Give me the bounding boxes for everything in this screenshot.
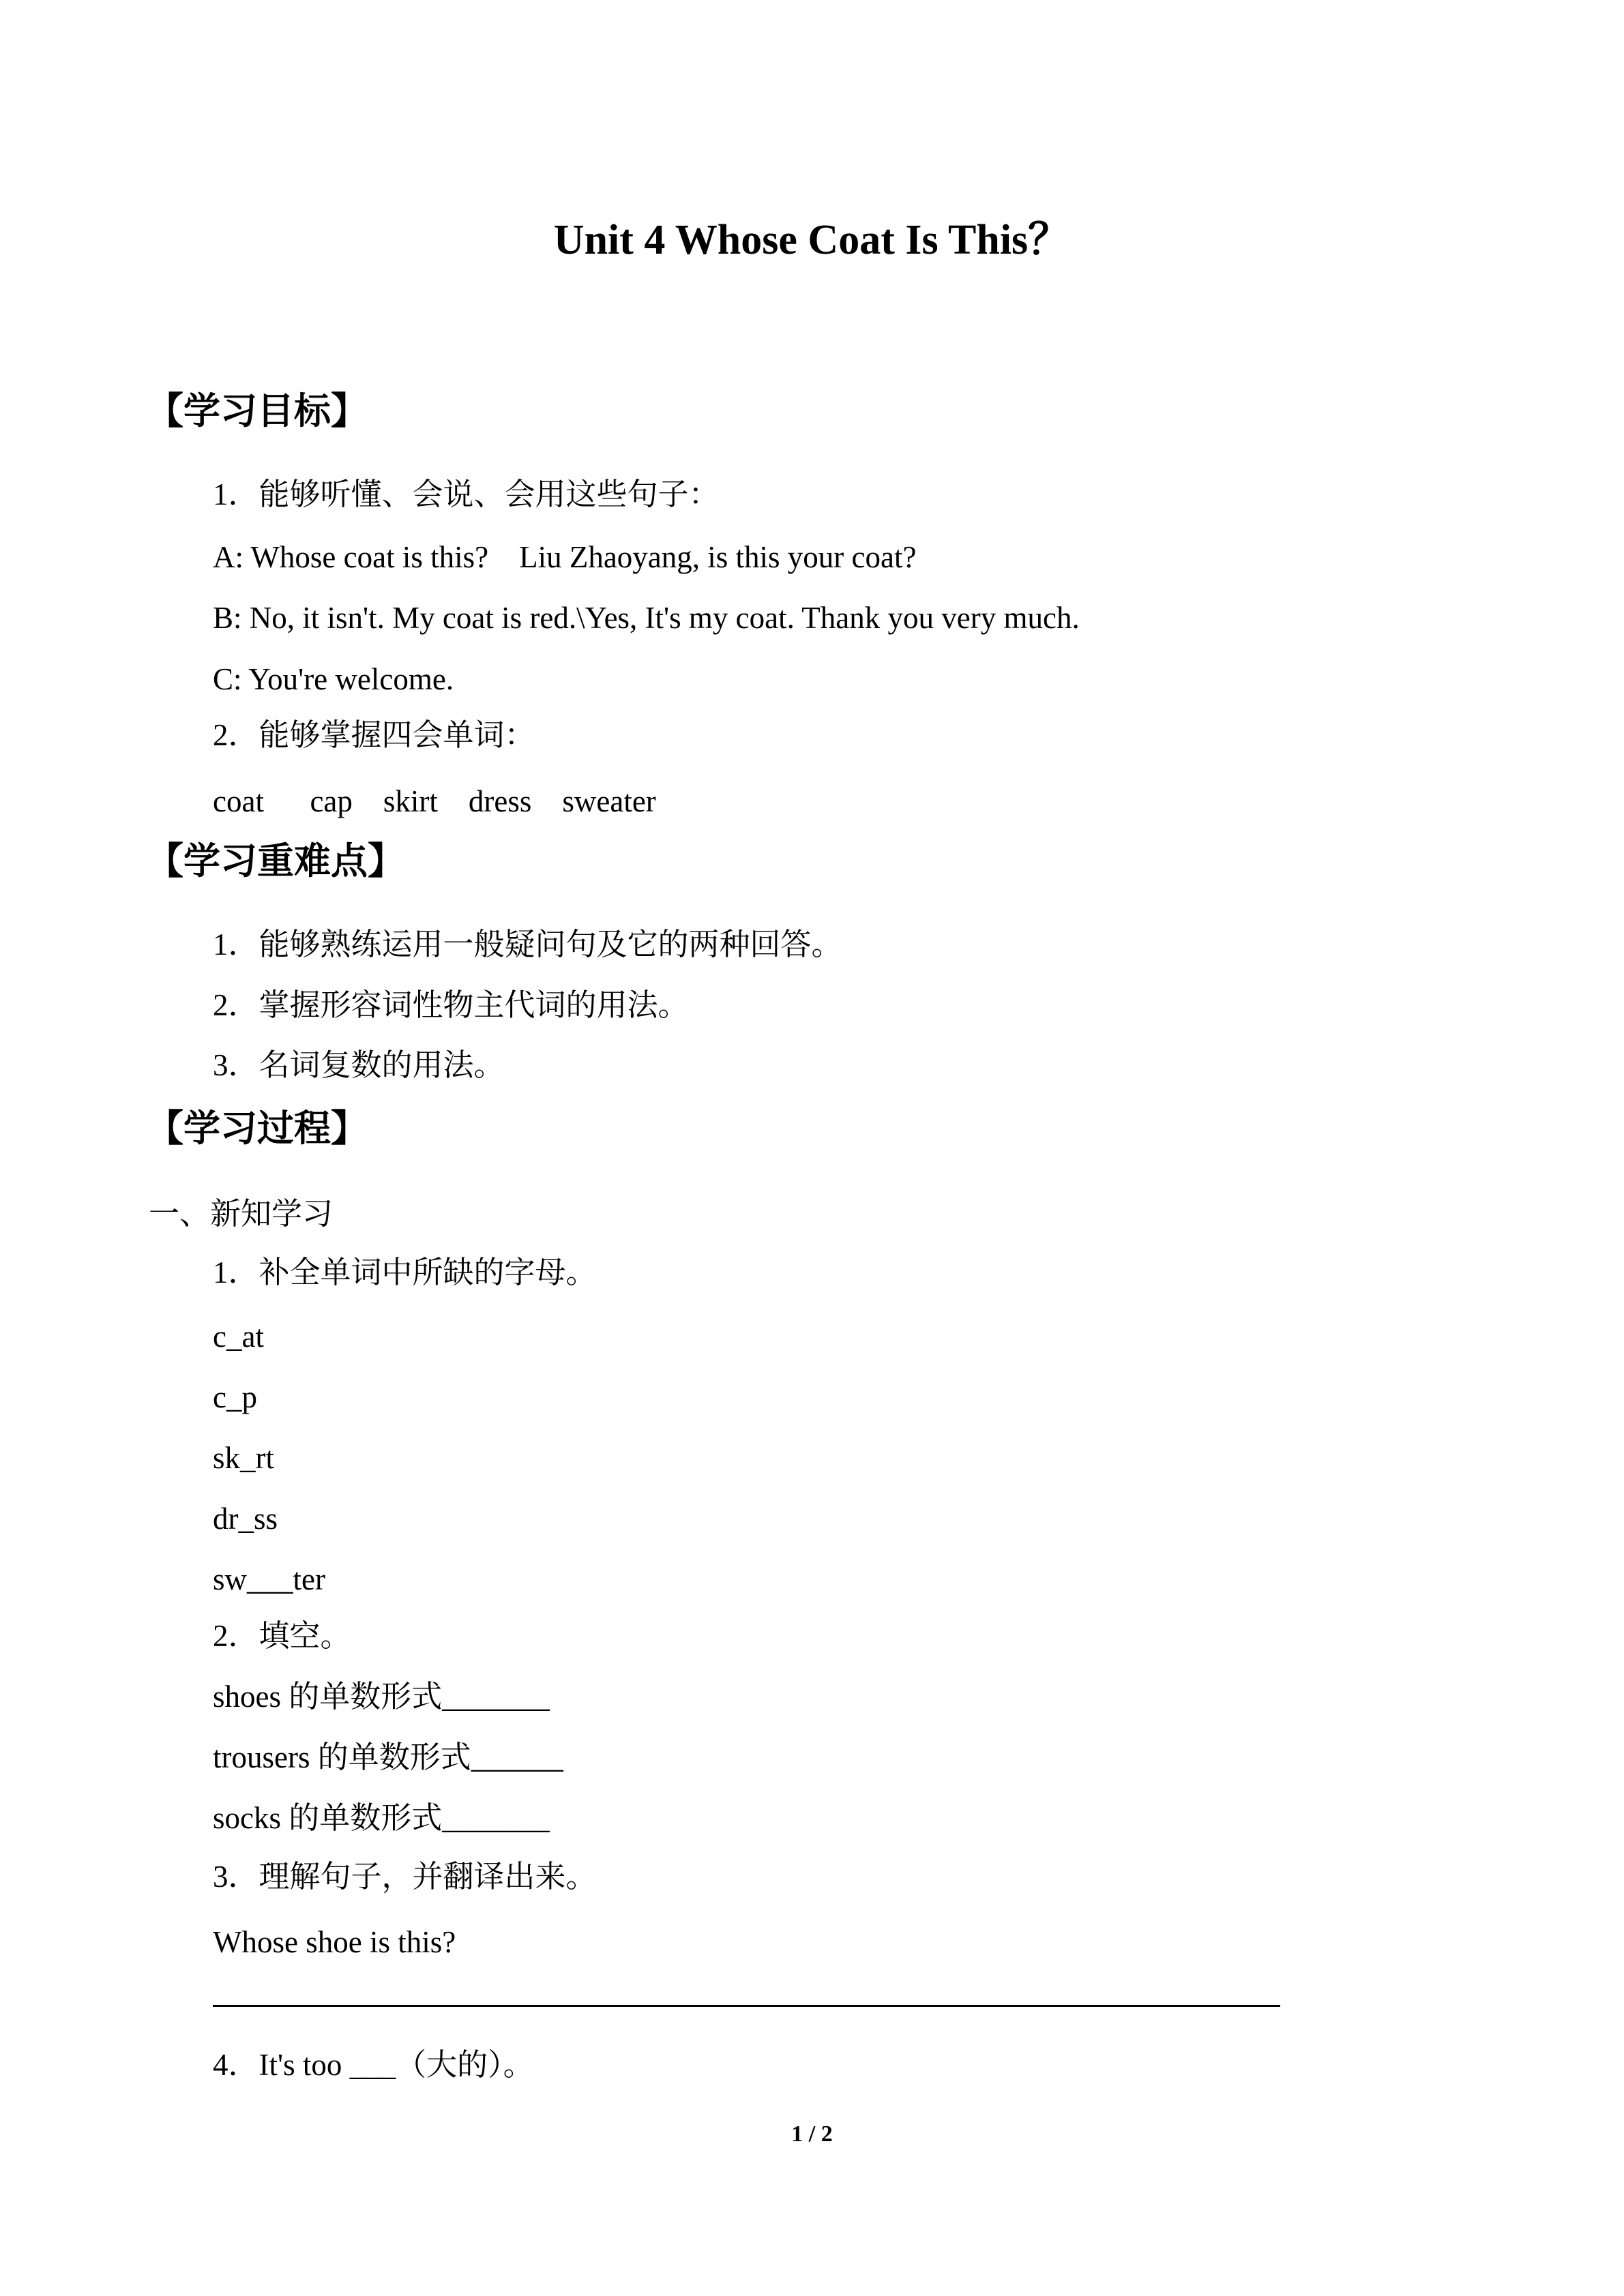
goal-line: A: Whose coat is this? Liu Zhaoyang, is this your coat? [213, 540, 917, 574]
key-point-line: 3．名词复数的用法。 [213, 1048, 505, 1082]
goal-line: 2．能够掌握四会单词： [213, 718, 535, 752]
fill-blank-item: shoes 的单数形式_______ [213, 1680, 550, 1714]
answer-line [213, 2005, 1280, 2007]
page-number: 1 / 2 [791, 2121, 833, 2147]
question-1-title: 1．补全单词中所缺的字母。 [213, 1255, 597, 1289]
part-title: 一、新知学习 [149, 1197, 334, 1231]
vocabulary-list: coat cap skirt dress sweater [213, 784, 656, 818]
fill-letter-item: sk_rt [213, 1441, 274, 1475]
question-4-title: 4．It's too ___（大的）。 [213, 2048, 534, 2082]
goal-line: 1．能够听懂、会说、会用这些句子： [213, 477, 720, 511]
fill-letter-item: c_at [213, 1320, 264, 1354]
goal-line: C: You're welcome. [213, 662, 454, 696]
fill-blank-item: trousers 的单数形式______ [213, 1740, 563, 1774]
fill-letter-item: dr_ss [213, 1502, 278, 1536]
fill-letter-item: c_p [213, 1380, 257, 1414]
question-3-sentence: Whose shoe is this? [213, 1925, 456, 1959]
question-3-title: 3．理解句子，并翻译出来。 [213, 1860, 597, 1894]
fill-letter-item: sw___ter [213, 1562, 325, 1596]
key-point-line: 2．掌握形容词性物主代词的用法。 [213, 988, 689, 1022]
question-2-title: 2．填空。 [213, 1619, 351, 1653]
section-heading-process: 【学习过程】 [147, 1108, 368, 1149]
document-title: Unit 4 Whose Coat Is This？ [553, 217, 1071, 263]
section-heading-goals: 【学习目标】 [147, 391, 368, 432]
fill-blank-item: socks 的单数形式_______ [213, 1801, 550, 1835]
key-point-line: 1．能够熟练运用一般疑问句及它的两种回答。 [213, 927, 842, 961]
goal-line: B: No, it isn't. My coat is red.\Yes, It's my coat. Thank you very much. [213, 601, 1080, 635]
section-heading-key-points: 【学习重难点】 [147, 841, 404, 882]
